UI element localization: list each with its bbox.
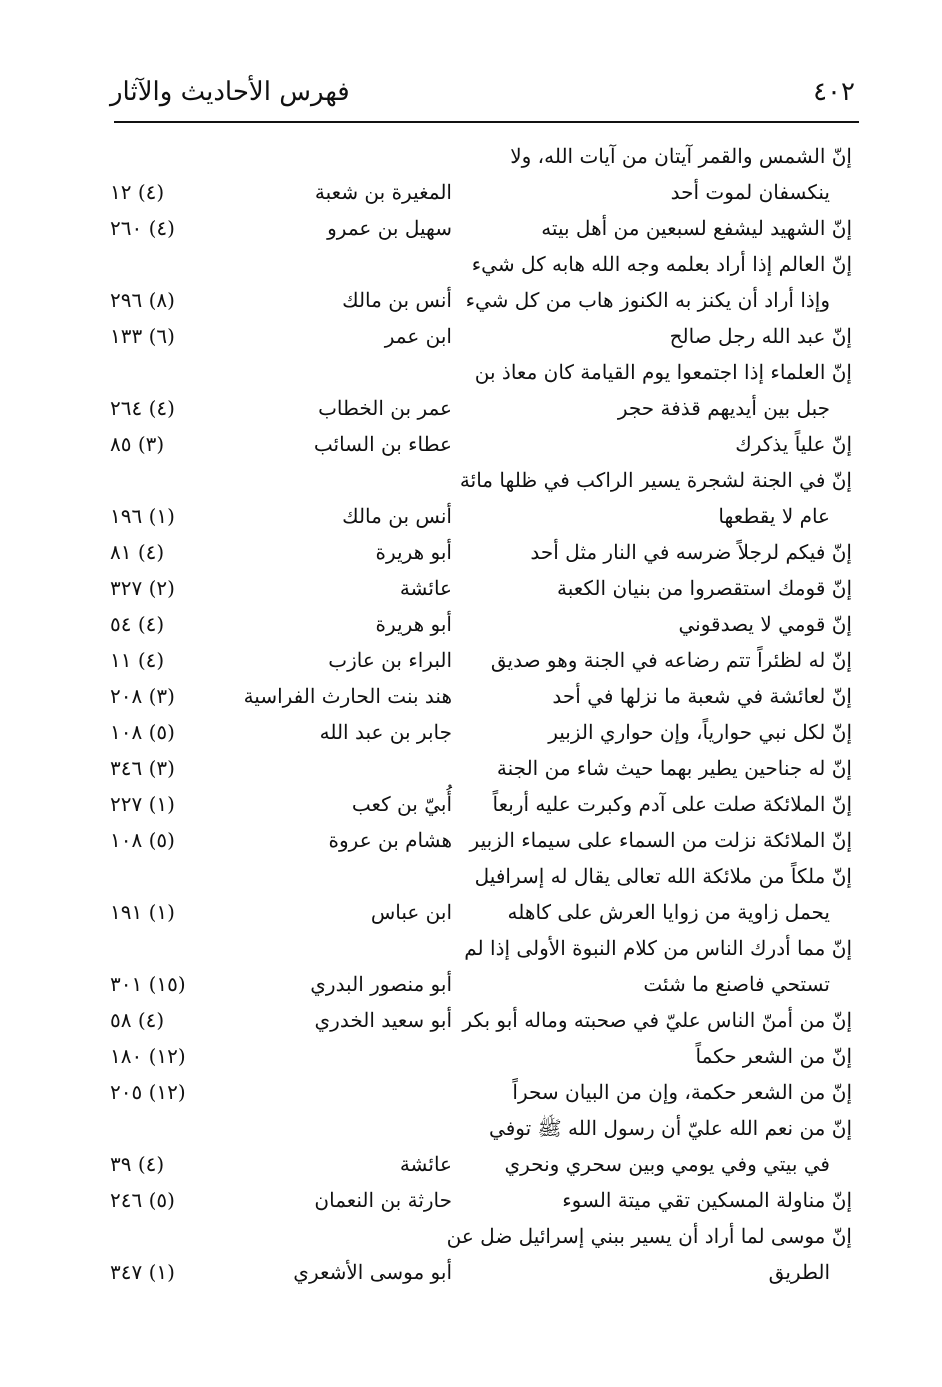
hadith-text: إنّ علياً يذكرك <box>735 432 852 456</box>
index-row <box>0 786 942 822</box>
hadith-text: إنّ مما أدرك الناس من كلام النبوة الأولى إذا لم <box>464 936 852 960</box>
hadith-text-continuation: يحمل زاوية من زوايا العرش على كاهله <box>507 900 830 924</box>
hadith-text: إنّ له جناحين يطير بهما حيث شاء من الجنة <box>496 756 852 780</box>
narrator: عائشة <box>399 1152 452 1176</box>
index-row <box>0 1002 942 1038</box>
narrator: أبو هريرة <box>375 540 452 564</box>
reference: (٤) ٥٤ <box>110 612 165 636</box>
narrator: جابر بن عبد الله <box>319 720 452 744</box>
index-row <box>0 1074 942 1110</box>
narrator: أنس بن مالك <box>342 288 452 312</box>
hadith-text-continuation: عام لا يقطعها <box>718 504 830 528</box>
narrator: المغيرة بن شعبة <box>314 180 452 204</box>
reference: (١٢) ٢٠٥ <box>110 1080 186 1104</box>
reference: (١٢) ١٨٠ <box>110 1044 186 1068</box>
reference: (٦) ١٣٣ <box>110 324 175 348</box>
hadith-text-continuation: في بيتي وفي يومي وبين سحري ونحري <box>504 1152 830 1176</box>
reference: (٤) ٢٦٤ <box>110 396 175 420</box>
narrator: ابن عمر <box>384 324 452 348</box>
reference: (١٥) ٣٠١ <box>110 972 186 996</box>
hadith-text: إنّ لكل نبي حوارياً، وإن حواري الزبير <box>548 720 852 744</box>
narrator: ابن عباس <box>370 900 452 924</box>
index-row <box>0 390 942 426</box>
index-row <box>0 354 942 390</box>
reference: (١) ٢٢٧ <box>110 792 175 816</box>
index-row <box>0 210 942 246</box>
index-row <box>0 930 942 966</box>
index-row <box>0 642 942 678</box>
hadith-text-continuation: ينكسفان لموت أحد <box>670 180 830 204</box>
narrator: أبو هريرة <box>375 612 452 636</box>
reference: (٣) ٣٤٦ <box>110 756 175 780</box>
index-row <box>0 822 942 858</box>
reference: (٤) ١٢ <box>110 180 165 204</box>
index-row <box>0 246 942 282</box>
page-header <box>110 72 855 112</box>
index-row <box>0 750 942 786</box>
hadith-text-continuation: الطريق <box>768 1260 830 1284</box>
narrator: أُبيّ بن كعب <box>351 792 452 816</box>
narrator: أبو موسى الأشعري <box>293 1260 452 1284</box>
narrator: عمر بن الخطاب <box>318 396 452 420</box>
index-row <box>0 498 942 534</box>
header-rule <box>114 121 859 123</box>
reference: (٤) ٢٦٠ <box>110 216 175 240</box>
hadith-text: إنّ لعائشة في شعبة ما نزلها في أحد <box>552 684 852 708</box>
narrator: أبو سعيد الخدري <box>314 1008 452 1032</box>
reference: (١) ٣٤٧ <box>110 1260 175 1284</box>
hadith-text: إنّ الملائكة نزلت من السماء على سيماء الزبير <box>469 828 852 852</box>
hadith-text: إنّ مناولة المسكين تقي ميتة السوء <box>562 1188 852 1212</box>
hadith-text: إنّ عبد الله رجل صالح <box>669 324 852 348</box>
index-row <box>0 426 942 462</box>
reference: (٥) ١٠٨ <box>110 828 175 852</box>
hadith-text: إنّ الملائكة صلت على آدم وكبرت عليه أربعاً <box>492 792 852 816</box>
running-title: فهرس الأحاديث والآثار <box>110 77 350 107</box>
reference: (٥) ٢٤٦ <box>110 1188 175 1212</box>
index-row <box>0 858 942 894</box>
reference: (٤) ١١ <box>110 648 165 672</box>
index-row <box>0 678 942 714</box>
reference: (٨) ٢٩٦ <box>110 288 175 312</box>
narrator: عائشة <box>399 576 452 600</box>
reference: (٥) ١٠٨ <box>110 720 175 744</box>
index-row <box>0 462 942 498</box>
hadith-text: إنّ العالم إذا أراد بعلمه وجه الله هابه كل شيء <box>471 252 852 276</box>
index-row <box>0 1038 942 1074</box>
reference: (٣) ٢٠٨ <box>110 684 175 708</box>
hadith-text: إنّ من نعم الله عليّ أن رسول الله ﷺ توفي <box>489 1116 852 1140</box>
hadith-text: إنّ الشمس والقمر آيتان من آيات الله، ولا <box>510 144 852 168</box>
index-row <box>0 1218 942 1254</box>
hadith-text: إنّ قومي لا يصدقوني <box>678 612 852 636</box>
index-row <box>0 570 942 606</box>
hadith-text: إنّ العلماء إذا اجتمعوا يوم القيامة كان معاذ بن <box>474 360 852 384</box>
index-row <box>0 1146 942 1182</box>
narrator: أبو منصور البدري <box>310 972 452 996</box>
hadith-text: إنّ من أمنّ الناس عليّ في صحبته وماله أبو بكر <box>462 1008 852 1032</box>
reference: (٢) ٣٢٧ <box>110 576 175 600</box>
hadith-text: إنّ في الجنة لشجرة يسير الراكب في ظلها مائة <box>459 468 852 492</box>
hadith-text: إنّ موسى لما أراد أن يسير ببني إسرائيل ضل عن <box>446 1224 852 1248</box>
index-row <box>0 282 942 318</box>
page-number: ٤٠٢ <box>813 77 855 107</box>
index-row <box>0 966 942 1002</box>
reference: (٣) ٨٥ <box>110 432 165 456</box>
index-row <box>0 606 942 642</box>
index-row <box>0 138 942 174</box>
reference: (٤) ٨١ <box>110 540 165 564</box>
narrator: أنس بن مالك <box>342 504 452 528</box>
narrator: هشام بن عروة <box>328 828 452 852</box>
hadith-text: إنّ ملكاً من ملائكة الله تعالى يقال له إسرافيل <box>474 864 852 888</box>
index-row <box>0 1182 942 1218</box>
hadith-text-continuation: وإذا أراد أن يكنز به الكنوز هاب من كل شيء <box>465 288 830 312</box>
reference: (٤) ٣٩ <box>110 1152 165 1176</box>
hadith-text-continuation: تستحي فاصنع ما شئت <box>643 972 830 996</box>
narrator: سهيل بن عمرو <box>327 216 452 240</box>
narrator: عطاء بن السائب <box>313 432 452 456</box>
hadith-text: إنّ من الشعر حكمة، وإن من البيان سحراً <box>512 1080 852 1104</box>
index-row <box>0 174 942 210</box>
hadith-text: إنّ من الشعر حكماً <box>695 1044 852 1068</box>
narrator: حارثة بن النعمان <box>314 1188 452 1212</box>
index-row <box>0 714 942 750</box>
index-row <box>0 1110 942 1146</box>
reference: (١) ١٩٦ <box>110 504 175 528</box>
index-row <box>0 318 942 354</box>
narrator: هند بنت الحارث الفراسية <box>243 684 452 708</box>
hadith-text: إنّ الشهيد ليشفع لسبعين من أهل بيته <box>541 216 852 240</box>
hadith-text: إنّ له لظئراً تتم رضاعه في الجنة وهو صديق <box>490 648 852 672</box>
index-entries <box>0 138 942 1290</box>
hadith-text: إنّ قومك استقصروا من بنيان الكعبة <box>556 576 852 600</box>
narrator: البراء بن عازب <box>328 648 452 672</box>
reference: (١) ١٩١ <box>110 900 175 924</box>
index-row <box>0 1254 942 1290</box>
index-row <box>0 894 942 930</box>
hadith-text: إنّ فيكم لرجلاً ضرسه في النار مثل أحد <box>530 540 852 564</box>
reference: (٤) ٥٨ <box>110 1008 165 1032</box>
index-row <box>0 534 942 570</box>
hadith-text-continuation: جبل بين أيديهم قذفة حجر <box>617 396 830 420</box>
